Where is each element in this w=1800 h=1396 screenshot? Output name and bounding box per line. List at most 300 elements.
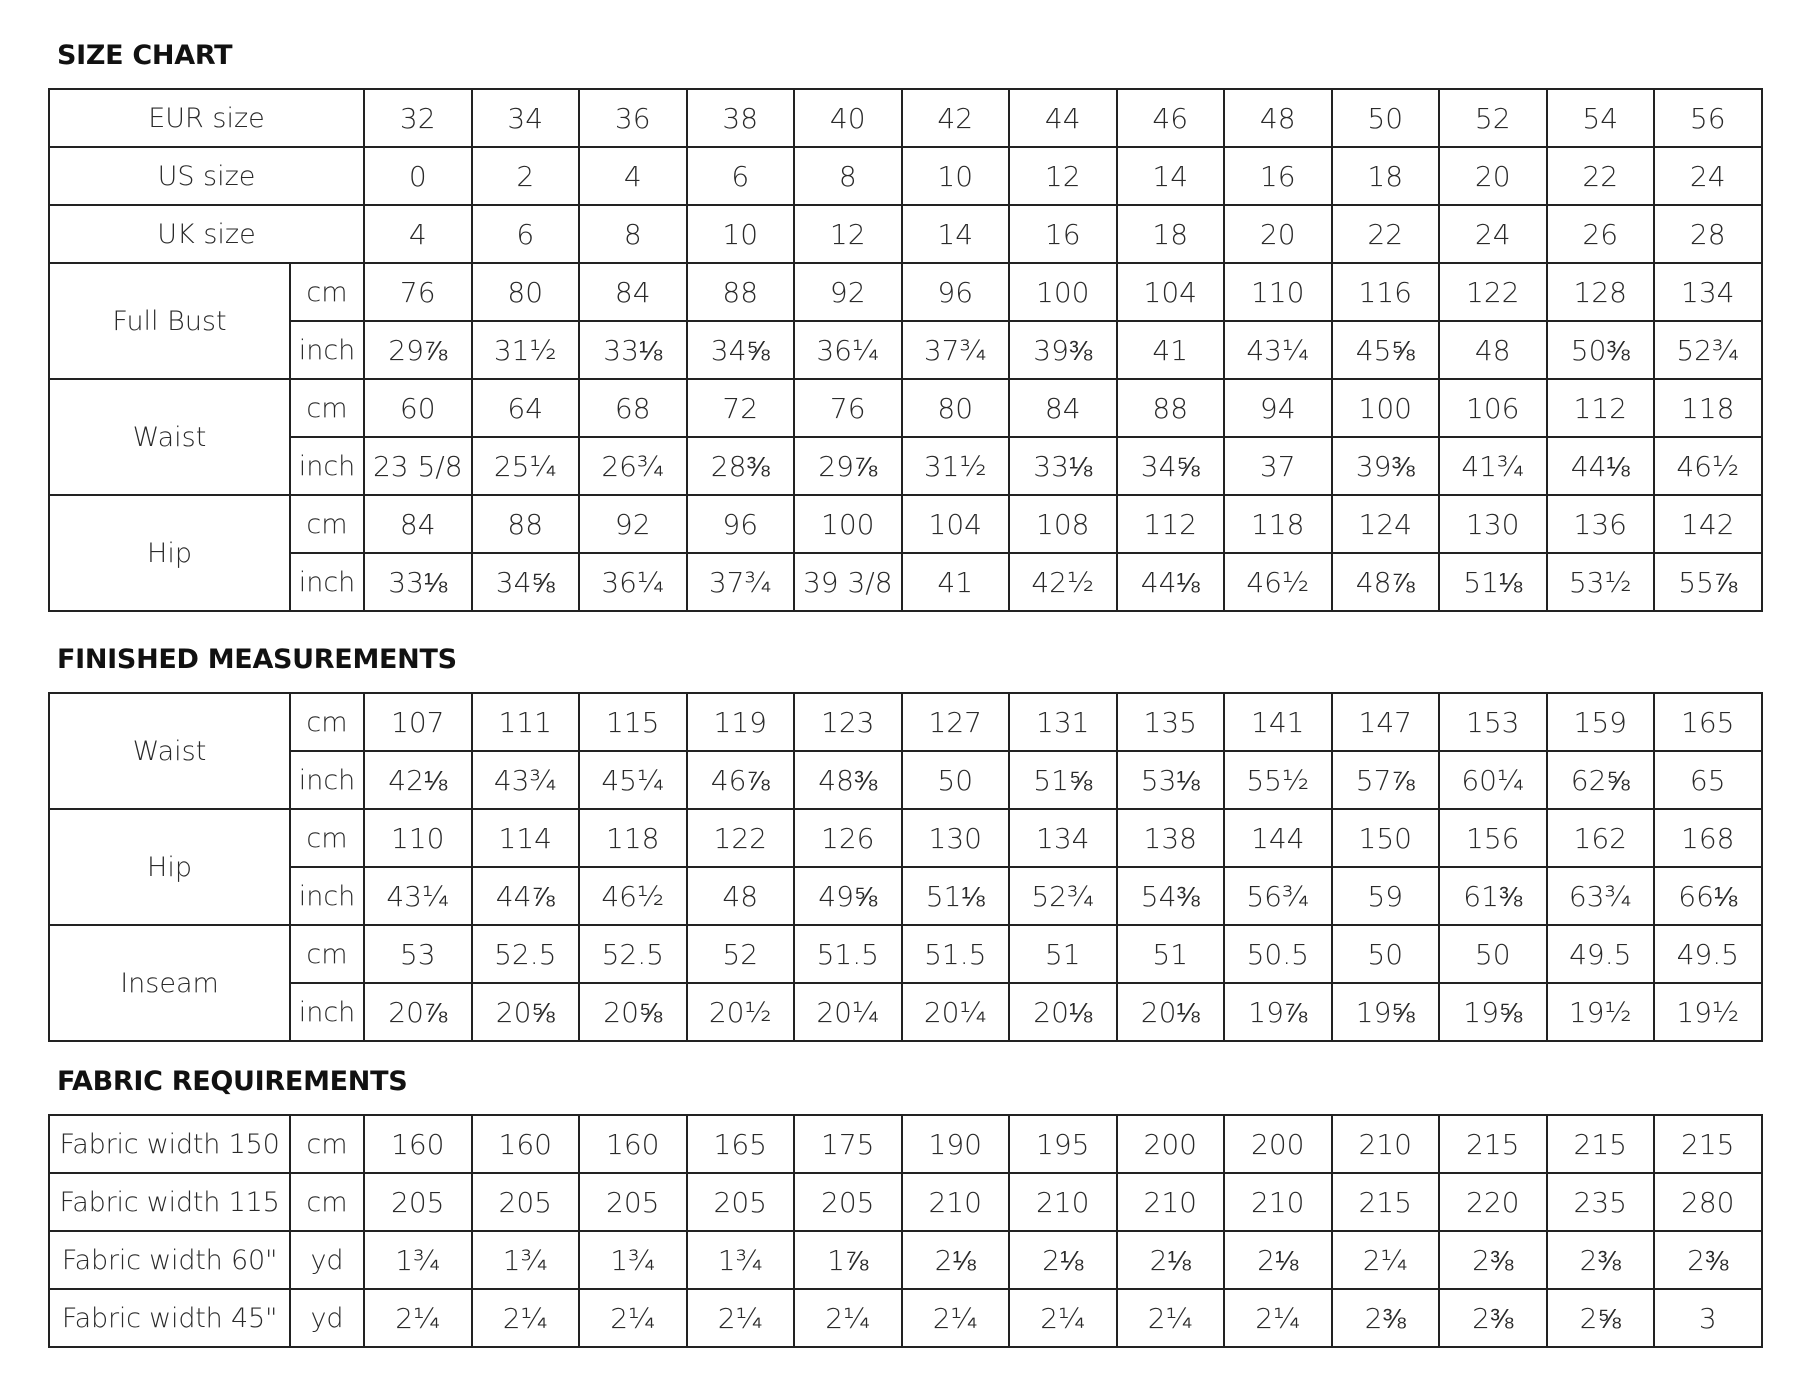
- value-cell: 2¼: [1224, 1289, 1332, 1347]
- table-row: [49, 751, 1762, 809]
- value-cell: 59: [1332, 867, 1440, 925]
- value-cell: 84: [1009, 379, 1117, 437]
- value-cell: 2⅝: [1547, 1289, 1655, 1347]
- value-cell: 50: [1439, 925, 1547, 983]
- value-cell: 130: [902, 809, 1010, 867]
- size-cell: 46: [1117, 89, 1225, 147]
- value-cell: 215: [1439, 1115, 1547, 1173]
- value-cell: 50: [902, 751, 1010, 809]
- size-cell: 50: [1332, 89, 1440, 147]
- value-cell: 2¼: [687, 1289, 795, 1347]
- value-cell: 126: [794, 809, 902, 867]
- value-cell: 72: [687, 379, 795, 437]
- value-cell: 215: [1654, 1115, 1762, 1173]
- value-cell: 51⅛: [1439, 553, 1547, 611]
- value-cell: 29⅞: [794, 437, 902, 495]
- table-row: [49, 205, 1762, 263]
- table-row: [49, 379, 1762, 437]
- value-cell: 44⅛: [1117, 553, 1225, 611]
- unit-cell: inch: [290, 437, 364, 495]
- value-cell: 20⅛: [1117, 983, 1225, 1041]
- value-cell: 68: [579, 379, 687, 437]
- size-cell: 42: [902, 89, 1010, 147]
- table-row: [49, 1231, 1762, 1289]
- value-cell: 50.5: [1224, 925, 1332, 983]
- value-cell: 200: [1224, 1115, 1332, 1173]
- value-cell: 41¾: [1439, 437, 1547, 495]
- value-cell: 142: [1654, 495, 1762, 553]
- value-cell: 33⅛: [579, 321, 687, 379]
- size-chart-body: [49, 89, 1762, 611]
- value-cell: 37: [1224, 437, 1332, 495]
- value-cell: 41: [1117, 321, 1225, 379]
- size-cell: 18: [1332, 147, 1440, 205]
- value-cell: 55½: [1224, 751, 1332, 809]
- value-cell: 112: [1117, 495, 1225, 553]
- value-cell: 36¼: [794, 321, 902, 379]
- size-cell: 12: [1009, 147, 1117, 205]
- size-cell: 20: [1224, 205, 1332, 263]
- unit-cell: inch: [290, 983, 364, 1041]
- value-cell: 235: [1547, 1173, 1655, 1231]
- size-cell: 2: [472, 147, 580, 205]
- value-cell: 20⅝: [579, 983, 687, 1041]
- value-cell: 124: [1332, 495, 1440, 553]
- value-cell: 1¾: [472, 1231, 580, 1289]
- table-row: [49, 1115, 1762, 1173]
- value-cell: 2⅜: [1332, 1289, 1440, 1347]
- size-cell: 14: [902, 205, 1010, 263]
- value-cell: 54⅜: [1117, 867, 1225, 925]
- value-cell: 2⅜: [1439, 1289, 1547, 1347]
- value-cell: 34⅝: [472, 553, 580, 611]
- value-cell: 52.5: [472, 925, 580, 983]
- value-cell: 64: [472, 379, 580, 437]
- value-cell: 220: [1439, 1173, 1547, 1231]
- value-cell: 49⅝: [794, 867, 902, 925]
- value-cell: 80: [902, 379, 1010, 437]
- value-cell: 205: [364, 1173, 472, 1231]
- value-cell: 49.5: [1547, 925, 1655, 983]
- measurement-label: Waist: [49, 379, 290, 495]
- value-cell: 50: [1332, 925, 1440, 983]
- value-cell: 106: [1439, 379, 1547, 437]
- value-cell: 112: [1547, 379, 1655, 437]
- size-cell: 18: [1117, 205, 1225, 263]
- value-cell: 162: [1547, 809, 1655, 867]
- value-cell: 134: [1009, 809, 1117, 867]
- value-cell: 2⅜: [1547, 1231, 1655, 1289]
- value-cell: 150: [1332, 809, 1440, 867]
- value-cell: 51.5: [794, 925, 902, 983]
- size-chart-table: [48, 88, 1763, 612]
- unit-cell: yd: [290, 1289, 364, 1347]
- value-cell: 51⅝: [1009, 751, 1117, 809]
- value-cell: 2⅜: [1654, 1231, 1762, 1289]
- finished-measurements-title: FINISHED MEASUREMENTS: [57, 644, 457, 675]
- value-cell: 118: [579, 809, 687, 867]
- measurement-label: Waist: [49, 693, 290, 809]
- size-chart-title: SIZE CHART: [57, 40, 233, 71]
- value-cell: 100: [794, 495, 902, 553]
- size-cell: 54: [1547, 89, 1655, 147]
- value-cell: 118: [1654, 379, 1762, 437]
- table-row: [49, 89, 1762, 147]
- value-cell: 2¼: [1332, 1231, 1440, 1289]
- value-cell: 84: [579, 263, 687, 321]
- value-cell: 205: [472, 1173, 580, 1231]
- value-cell: 46½: [1224, 553, 1332, 611]
- table-row: [49, 867, 1762, 925]
- size-cell: 38: [687, 89, 795, 147]
- value-cell: 114: [472, 809, 580, 867]
- value-cell: 20⅝: [472, 983, 580, 1041]
- value-cell: 131: [1009, 693, 1117, 751]
- value-cell: 160: [364, 1115, 472, 1173]
- size-cell: 44: [1009, 89, 1117, 147]
- value-cell: 153: [1439, 693, 1547, 751]
- value-cell: 2¼: [1009, 1289, 1117, 1347]
- fabric-width-label: Fabric width 115: [49, 1173, 290, 1231]
- value-cell: 122: [687, 809, 795, 867]
- value-cell: 76: [794, 379, 902, 437]
- value-cell: 80: [472, 263, 580, 321]
- size-system-label: US size: [49, 147, 364, 205]
- unit-cell: inch: [290, 751, 364, 809]
- value-cell: 116: [1332, 263, 1440, 321]
- value-cell: 92: [794, 263, 902, 321]
- value-cell: 156: [1439, 809, 1547, 867]
- value-cell: 1¾: [687, 1231, 795, 1289]
- size-cell: 36: [579, 89, 687, 147]
- value-cell: 127: [902, 693, 1010, 751]
- value-cell: 96: [902, 263, 1010, 321]
- value-cell: 88: [1117, 379, 1225, 437]
- unit-cell: cm: [290, 1173, 364, 1231]
- value-cell: 33⅛: [1009, 437, 1117, 495]
- size-cell: 24: [1654, 147, 1762, 205]
- value-cell: 210: [1224, 1173, 1332, 1231]
- measurement-label: Hip: [49, 809, 290, 925]
- size-cell: 0: [364, 147, 472, 205]
- value-cell: 46⅞: [687, 751, 795, 809]
- size-cell: 12: [794, 205, 902, 263]
- value-cell: 100: [1332, 379, 1440, 437]
- value-cell: 159: [1547, 693, 1655, 751]
- value-cell: 134: [1654, 263, 1762, 321]
- size-cell: 6: [472, 205, 580, 263]
- value-cell: 45⅝: [1332, 321, 1440, 379]
- finished-measurements-body: [49, 693, 1762, 1041]
- table-row: [49, 321, 1762, 379]
- value-cell: 2¼: [579, 1289, 687, 1347]
- value-cell: 23 5/8: [364, 437, 472, 495]
- value-cell: 1¾: [579, 1231, 687, 1289]
- size-cell: 10: [902, 147, 1010, 205]
- unit-cell: inch: [290, 553, 364, 611]
- value-cell: 43¼: [1224, 321, 1332, 379]
- value-cell: 122: [1439, 263, 1547, 321]
- value-cell: 44⅞: [472, 867, 580, 925]
- value-cell: 43¼: [364, 867, 472, 925]
- value-cell: 94: [1224, 379, 1332, 437]
- value-cell: 100: [1009, 263, 1117, 321]
- value-cell: 200: [1117, 1115, 1225, 1173]
- size-cell: 52: [1439, 89, 1547, 147]
- value-cell: 39⅜: [1332, 437, 1440, 495]
- table-row: [49, 693, 1762, 751]
- value-cell: 210: [902, 1173, 1010, 1231]
- table-row: [49, 437, 1762, 495]
- value-cell: 2¼: [364, 1289, 472, 1347]
- table-row: [49, 147, 1762, 205]
- size-cell: 10: [687, 205, 795, 263]
- value-cell: 84: [364, 495, 472, 553]
- value-cell: 111: [472, 693, 580, 751]
- value-cell: 39⅜: [1009, 321, 1117, 379]
- value-cell: 37¾: [687, 553, 795, 611]
- value-cell: 31½: [472, 321, 580, 379]
- value-cell: 60: [364, 379, 472, 437]
- value-cell: 31½: [902, 437, 1010, 495]
- unit-cell: cm: [290, 925, 364, 983]
- value-cell: 52¾: [1654, 321, 1762, 379]
- size-cell: 24: [1439, 205, 1547, 263]
- value-cell: 19⅝: [1332, 983, 1440, 1041]
- value-cell: 104: [902, 495, 1010, 553]
- value-cell: 63¾: [1547, 867, 1655, 925]
- value-cell: 20½: [687, 983, 795, 1041]
- value-cell: 25¼: [472, 437, 580, 495]
- size-cell: 6: [687, 147, 795, 205]
- unit-cell: cm: [290, 379, 364, 437]
- value-cell: 123: [794, 693, 902, 751]
- value-cell: 46½: [1654, 437, 1762, 495]
- value-cell: 147: [1332, 693, 1440, 751]
- value-cell: 2¼: [902, 1289, 1010, 1347]
- value-cell: 57⅞: [1332, 751, 1440, 809]
- value-cell: 210: [1009, 1173, 1117, 1231]
- value-cell: 2⅛: [902, 1231, 1010, 1289]
- value-cell: 76: [364, 263, 472, 321]
- value-cell: 2⅜: [1439, 1231, 1547, 1289]
- size-cell: 22: [1332, 205, 1440, 263]
- value-cell: 51: [1009, 925, 1117, 983]
- value-cell: 66⅛: [1654, 867, 1762, 925]
- value-cell: 49.5: [1654, 925, 1762, 983]
- unit-cell: cm: [290, 1115, 364, 1173]
- value-cell: 128: [1547, 263, 1655, 321]
- value-cell: 29⅞: [364, 321, 472, 379]
- value-cell: 55⅞: [1654, 553, 1762, 611]
- value-cell: 28⅜: [687, 437, 795, 495]
- value-cell: 1⅞: [794, 1231, 902, 1289]
- value-cell: 215: [1332, 1173, 1440, 1231]
- unit-cell: inch: [290, 321, 364, 379]
- value-cell: 53½: [1547, 553, 1655, 611]
- value-cell: 26¾: [579, 437, 687, 495]
- value-cell: 210: [1332, 1115, 1440, 1173]
- value-cell: 165: [687, 1115, 795, 1173]
- fabric-width-label: Fabric width 45": [49, 1289, 290, 1347]
- unit-cell: cm: [290, 263, 364, 321]
- table-row: [49, 1173, 1762, 1231]
- table-row: [49, 925, 1762, 983]
- value-cell: 110: [1224, 263, 1332, 321]
- value-cell: 2⅛: [1224, 1231, 1332, 1289]
- size-cell: 26: [1547, 205, 1655, 263]
- fabric-width-label: Fabric width 60": [49, 1231, 290, 1289]
- value-cell: 144: [1224, 809, 1332, 867]
- value-cell: 107: [364, 693, 472, 751]
- value-cell: 19½: [1654, 983, 1762, 1041]
- value-cell: 53: [364, 925, 472, 983]
- size-cell: 4: [364, 205, 472, 263]
- fabric-requirements-table: [48, 1114, 1763, 1348]
- value-cell: 175: [794, 1115, 902, 1173]
- value-cell: 33⅛: [364, 553, 472, 611]
- value-cell: 56¾: [1224, 867, 1332, 925]
- value-cell: 20⅛: [1009, 983, 1117, 1041]
- size-cell: 34: [472, 89, 580, 147]
- value-cell: 160: [579, 1115, 687, 1173]
- value-cell: 61⅜: [1439, 867, 1547, 925]
- value-cell: 104: [1117, 263, 1225, 321]
- value-cell: 48: [687, 867, 795, 925]
- value-cell: 52.5: [579, 925, 687, 983]
- value-cell: 96: [687, 495, 795, 553]
- value-cell: 48: [1439, 321, 1547, 379]
- table-row: [49, 263, 1762, 321]
- fabric-requirements-title: FABRIC REQUIREMENTS: [57, 1066, 408, 1097]
- size-cell: 28: [1654, 205, 1762, 263]
- value-cell: 2⅛: [1009, 1231, 1117, 1289]
- size-cell: 14: [1117, 147, 1225, 205]
- value-cell: 53⅛: [1117, 751, 1225, 809]
- value-cell: 190: [902, 1115, 1010, 1173]
- value-cell: 48⅞: [1332, 553, 1440, 611]
- value-cell: 2¼: [1117, 1289, 1225, 1347]
- size-cell: 20: [1439, 147, 1547, 205]
- value-cell: 205: [579, 1173, 687, 1231]
- value-cell: 108: [1009, 495, 1117, 553]
- value-cell: 3: [1654, 1289, 1762, 1347]
- value-cell: 118: [1224, 495, 1332, 553]
- value-cell: 195: [1009, 1115, 1117, 1173]
- value-cell: 110: [364, 809, 472, 867]
- value-cell: 51: [1117, 925, 1225, 983]
- value-cell: 205: [794, 1173, 902, 1231]
- size-cell: 16: [1224, 147, 1332, 205]
- value-cell: 141: [1224, 693, 1332, 751]
- value-cell: 19⅝: [1439, 983, 1547, 1041]
- size-cell: 56: [1654, 89, 1762, 147]
- value-cell: 136: [1547, 495, 1655, 553]
- value-cell: 19⅞: [1224, 983, 1332, 1041]
- value-cell: 215: [1547, 1115, 1655, 1173]
- fabric-requirements-body: [49, 1115, 1762, 1347]
- size-cell: 40: [794, 89, 902, 147]
- size-cell: 8: [579, 205, 687, 263]
- value-cell: 19½: [1547, 983, 1655, 1041]
- size-system-label: UK size: [49, 205, 364, 263]
- value-cell: 52: [687, 925, 795, 983]
- value-cell: 20⅞: [364, 983, 472, 1041]
- size-cell: 8: [794, 147, 902, 205]
- value-cell: 37¾: [902, 321, 1010, 379]
- value-cell: 205: [687, 1173, 795, 1231]
- value-cell: 48⅜: [794, 751, 902, 809]
- value-cell: 130: [1439, 495, 1547, 553]
- value-cell: 65: [1654, 751, 1762, 809]
- value-cell: 115: [579, 693, 687, 751]
- value-cell: 42½: [1009, 553, 1117, 611]
- table-row: [49, 1289, 1762, 1347]
- table-row: [49, 809, 1762, 867]
- value-cell: 51⅛: [902, 867, 1010, 925]
- value-cell: 50⅜: [1547, 321, 1655, 379]
- value-cell: 20¼: [794, 983, 902, 1041]
- value-cell: 62⅝: [1547, 751, 1655, 809]
- unit-cell: yd: [290, 1231, 364, 1289]
- value-cell: 2¼: [472, 1289, 580, 1347]
- value-cell: 20¼: [902, 983, 1010, 1041]
- value-cell: 2¼: [794, 1289, 902, 1347]
- value-cell: 41: [902, 553, 1010, 611]
- measurement-label: Hip: [49, 495, 290, 611]
- value-cell: 39 3/8: [794, 553, 902, 611]
- table-row: [49, 983, 1762, 1041]
- value-cell: 42⅛: [364, 751, 472, 809]
- size-system-label: EUR size: [49, 89, 364, 147]
- value-cell: 160: [472, 1115, 580, 1173]
- value-cell: 1¾: [364, 1231, 472, 1289]
- size-cell: 48: [1224, 89, 1332, 147]
- value-cell: 88: [687, 263, 795, 321]
- value-cell: 34⅝: [687, 321, 795, 379]
- value-cell: 138: [1117, 809, 1225, 867]
- value-cell: 51.5: [902, 925, 1010, 983]
- finished-measurements-table: [48, 692, 1763, 1042]
- unit-cell: cm: [290, 693, 364, 751]
- value-cell: 34⅝: [1117, 437, 1225, 495]
- value-cell: 88: [472, 495, 580, 553]
- value-cell: 119: [687, 693, 795, 751]
- size-cell: 32: [364, 89, 472, 147]
- value-cell: 280: [1654, 1173, 1762, 1231]
- value-cell: 52¾: [1009, 867, 1117, 925]
- measurement-label: Full Bust: [49, 263, 290, 379]
- value-cell: 36¼: [579, 553, 687, 611]
- unit-cell: cm: [290, 495, 364, 553]
- value-cell: 45¼: [579, 751, 687, 809]
- size-cell: 4: [579, 147, 687, 205]
- unit-cell: inch: [290, 867, 364, 925]
- value-cell: 168: [1654, 809, 1762, 867]
- value-cell: 44⅛: [1547, 437, 1655, 495]
- measurement-label: Inseam: [49, 925, 290, 1041]
- fabric-width-label: Fabric width 150: [49, 1115, 290, 1173]
- value-cell: 60¼: [1439, 751, 1547, 809]
- table-row: [49, 553, 1762, 611]
- value-cell: 46½: [579, 867, 687, 925]
- value-cell: 210: [1117, 1173, 1225, 1231]
- size-cell: 16: [1009, 205, 1117, 263]
- value-cell: 2⅛: [1117, 1231, 1225, 1289]
- value-cell: 135: [1117, 693, 1225, 751]
- table-row: [49, 495, 1762, 553]
- value-cell: 43¾: [472, 751, 580, 809]
